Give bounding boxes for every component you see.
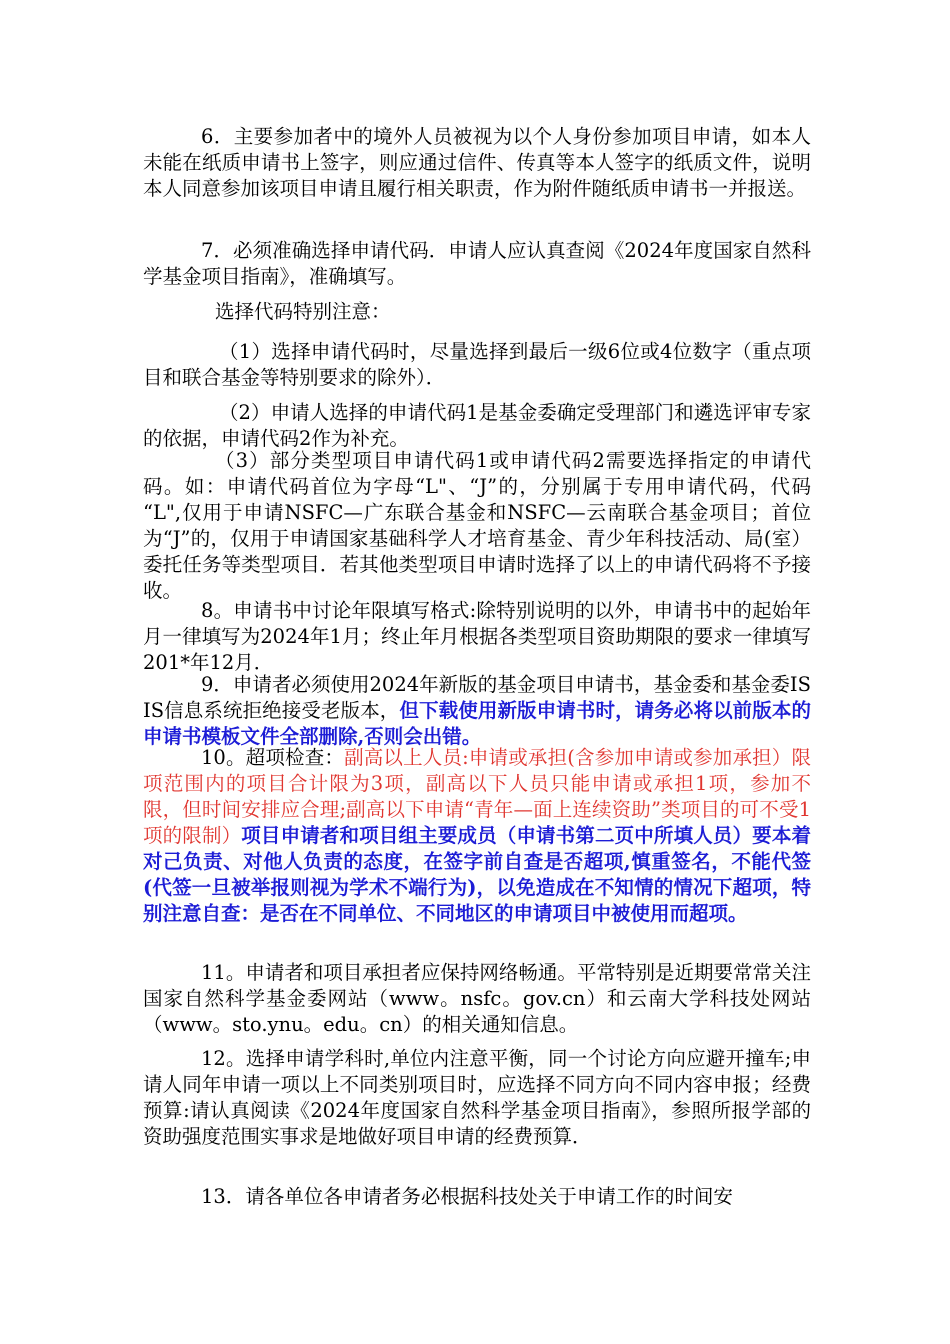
paragraph-10-label: 10。超项检查： [201,746,345,769]
paragraph-6: 6．主要参加者中的境外人员被视为以个人身份参加项目申请，如本人未能在纸质申请书上签字，则应通过信件、传真等本人签字的纸质文件，说明本人同意参加该项目申请且履行相关职责，作为附件随纸质申请书一并报送。 [143,125,811,200]
paragraph-8: 8。申请书中讨论年限填写格式:除特别说明的以外，申请书中的起始年月一律填写为2024年1月；终止年月根据各类型项目资助期限的要求一律填写201*年12月． [143,599,811,674]
paragraph-7: 7．必须准确选择申请代码．申请人应认真查阅《2024年度国家自然科学基金项目指南》，准确填写。 [143,239,811,288]
paragraph-10-warning: 项目申请者和项目组主要成员（申请书第二页中所填人员）要本着对己负责、对他人负责的态度，在签字前自查是否超项,慎重签名，不能代签(代签一旦被举报则视为学术不端行为)，以免造成在不知情的情况下超项，特别注意自查：是否在不同单位、不同地区的申请项目中被使用而超项。 [143,824,811,925]
paragraph-7-item-2: （2）申请人选择的申请代码1是基金委确定受理部门和遴选评审专家的依据，申请代码2作为补充。 [143,401,811,450]
paragraph-7-item-3: （3）部分类型项目申请代码1或申请代码2需要选择指定的申请代码。如：申请代码首位为字母“L"、“J”的，分别属于专用申请代码，代码 “L",仅用于申请NSFC—广东联合基金和NSFC—云南联合基金项目；首位为“J”的，仅用于申请国家基础科学人才培育基金、青少年科技活动、局(室）委托任务等类型项目．若其他类型项目申请时选择了以上的申请代码将不予接收。 [143,449,811,602]
paragraph-9 [143,672,811,750]
paragraph-10 [143,745,811,927]
paragraph-7-note: 选择代码特别注意： [215,300,391,323]
paragraph-10-limits: 副高以上人员:申请或承担(含参加申请或参加承担）限项范围内的项目合计限为3项，副高以下人员只能申请或承担1项，参加不限，但时间安排应合理;副高以下申请“青年—面上连续资助”类项目的可不受1项的限制） [143,746,811,847]
paragraph-9-warning: 但下载使用新版申请书时，请务必将以前版本的申请书模板文件全部删除,否则会出错。 [143,699,811,748]
paragraph-12: 12。选择申请学科时,单位内注意平衡，同一个讨论方向应避开撞车;申请人同年申请一项以上不同类别项目时，应选择不同方向不同内容申报；经费预算:请认真阅读《2024年度国家自然科学基金项目指南》，参照所报学部的资助强度范围实事求是地做好项目申请的经费预算． [143,1047,811,1148]
paragraph-13: 13．请各单位各申请者务必根据科技处关于申请工作的时间安 [201,1185,733,1208]
paragraph-11: 11。申请者和项目承担者应保持网络畅通。平常特别是近期要常常关注国家自然科学基金委网站（www。nsfc。gov.cn）和云南大学科技处网站（www。sto.ynu。edu。cn）的相关通知信息。 [143,961,811,1036]
paragraph-9-text: 9．申请者必须使用2024年新版的基金项目申请书，基金委和基金委ISIS信息系统拒绝接受老版本， [143,673,811,722]
paragraph-7-item-1: （1）选择申请代码时，尽量选择到最后一级6位或4位数字（重点项目和联合基金等特别要求的除外）． [143,340,811,389]
